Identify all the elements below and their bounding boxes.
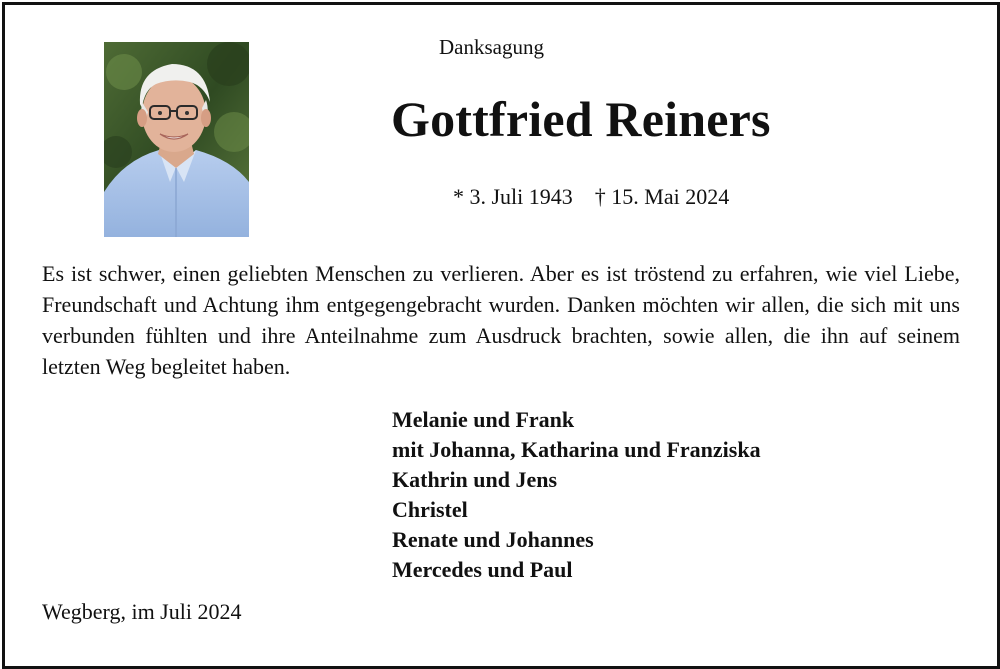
thank-you-message: Es ist schwer, einen geliebten Menschen zu verlieren. Aber es ist tröstend zu erfahren, wie viel Liebe, Freundschaft und Achtung ihm entgegengebracht wurden. Danken möchten wir allen, die sich mit uns verbunden fühlten und ihre Anteilnahme zum Ausdruck brachten, sowie allen, die ihn auf seinem letzten Weg begleitet haben.: [42, 261, 960, 379]
birth-date: * 3. Juli 1943: [453, 184, 573, 209]
notice-heading: Danksagung: [439, 35, 544, 59]
signer-line: Kathrin und Jens: [392, 467, 558, 492]
life-dates: [453, 183, 729, 211]
place-and-date: Wegberg, im Juli 2024: [42, 599, 242, 624]
portrait-photo: [104, 42, 249, 237]
signers-list: [392, 405, 761, 585]
signer-line: Mercedes und Paul: [392, 557, 573, 582]
signer-line: Melanie und Frank: [392, 407, 575, 432]
signer-line: Renate und Johannes: [392, 527, 594, 552]
death-date: † 15. Mai 2024: [594, 184, 730, 209]
signer-line: Christel: [392, 497, 468, 522]
signer-line: mit Johanna, Katharina und Franziska: [392, 437, 761, 462]
deceased-name: Gottfried Reiners: [391, 91, 771, 147]
